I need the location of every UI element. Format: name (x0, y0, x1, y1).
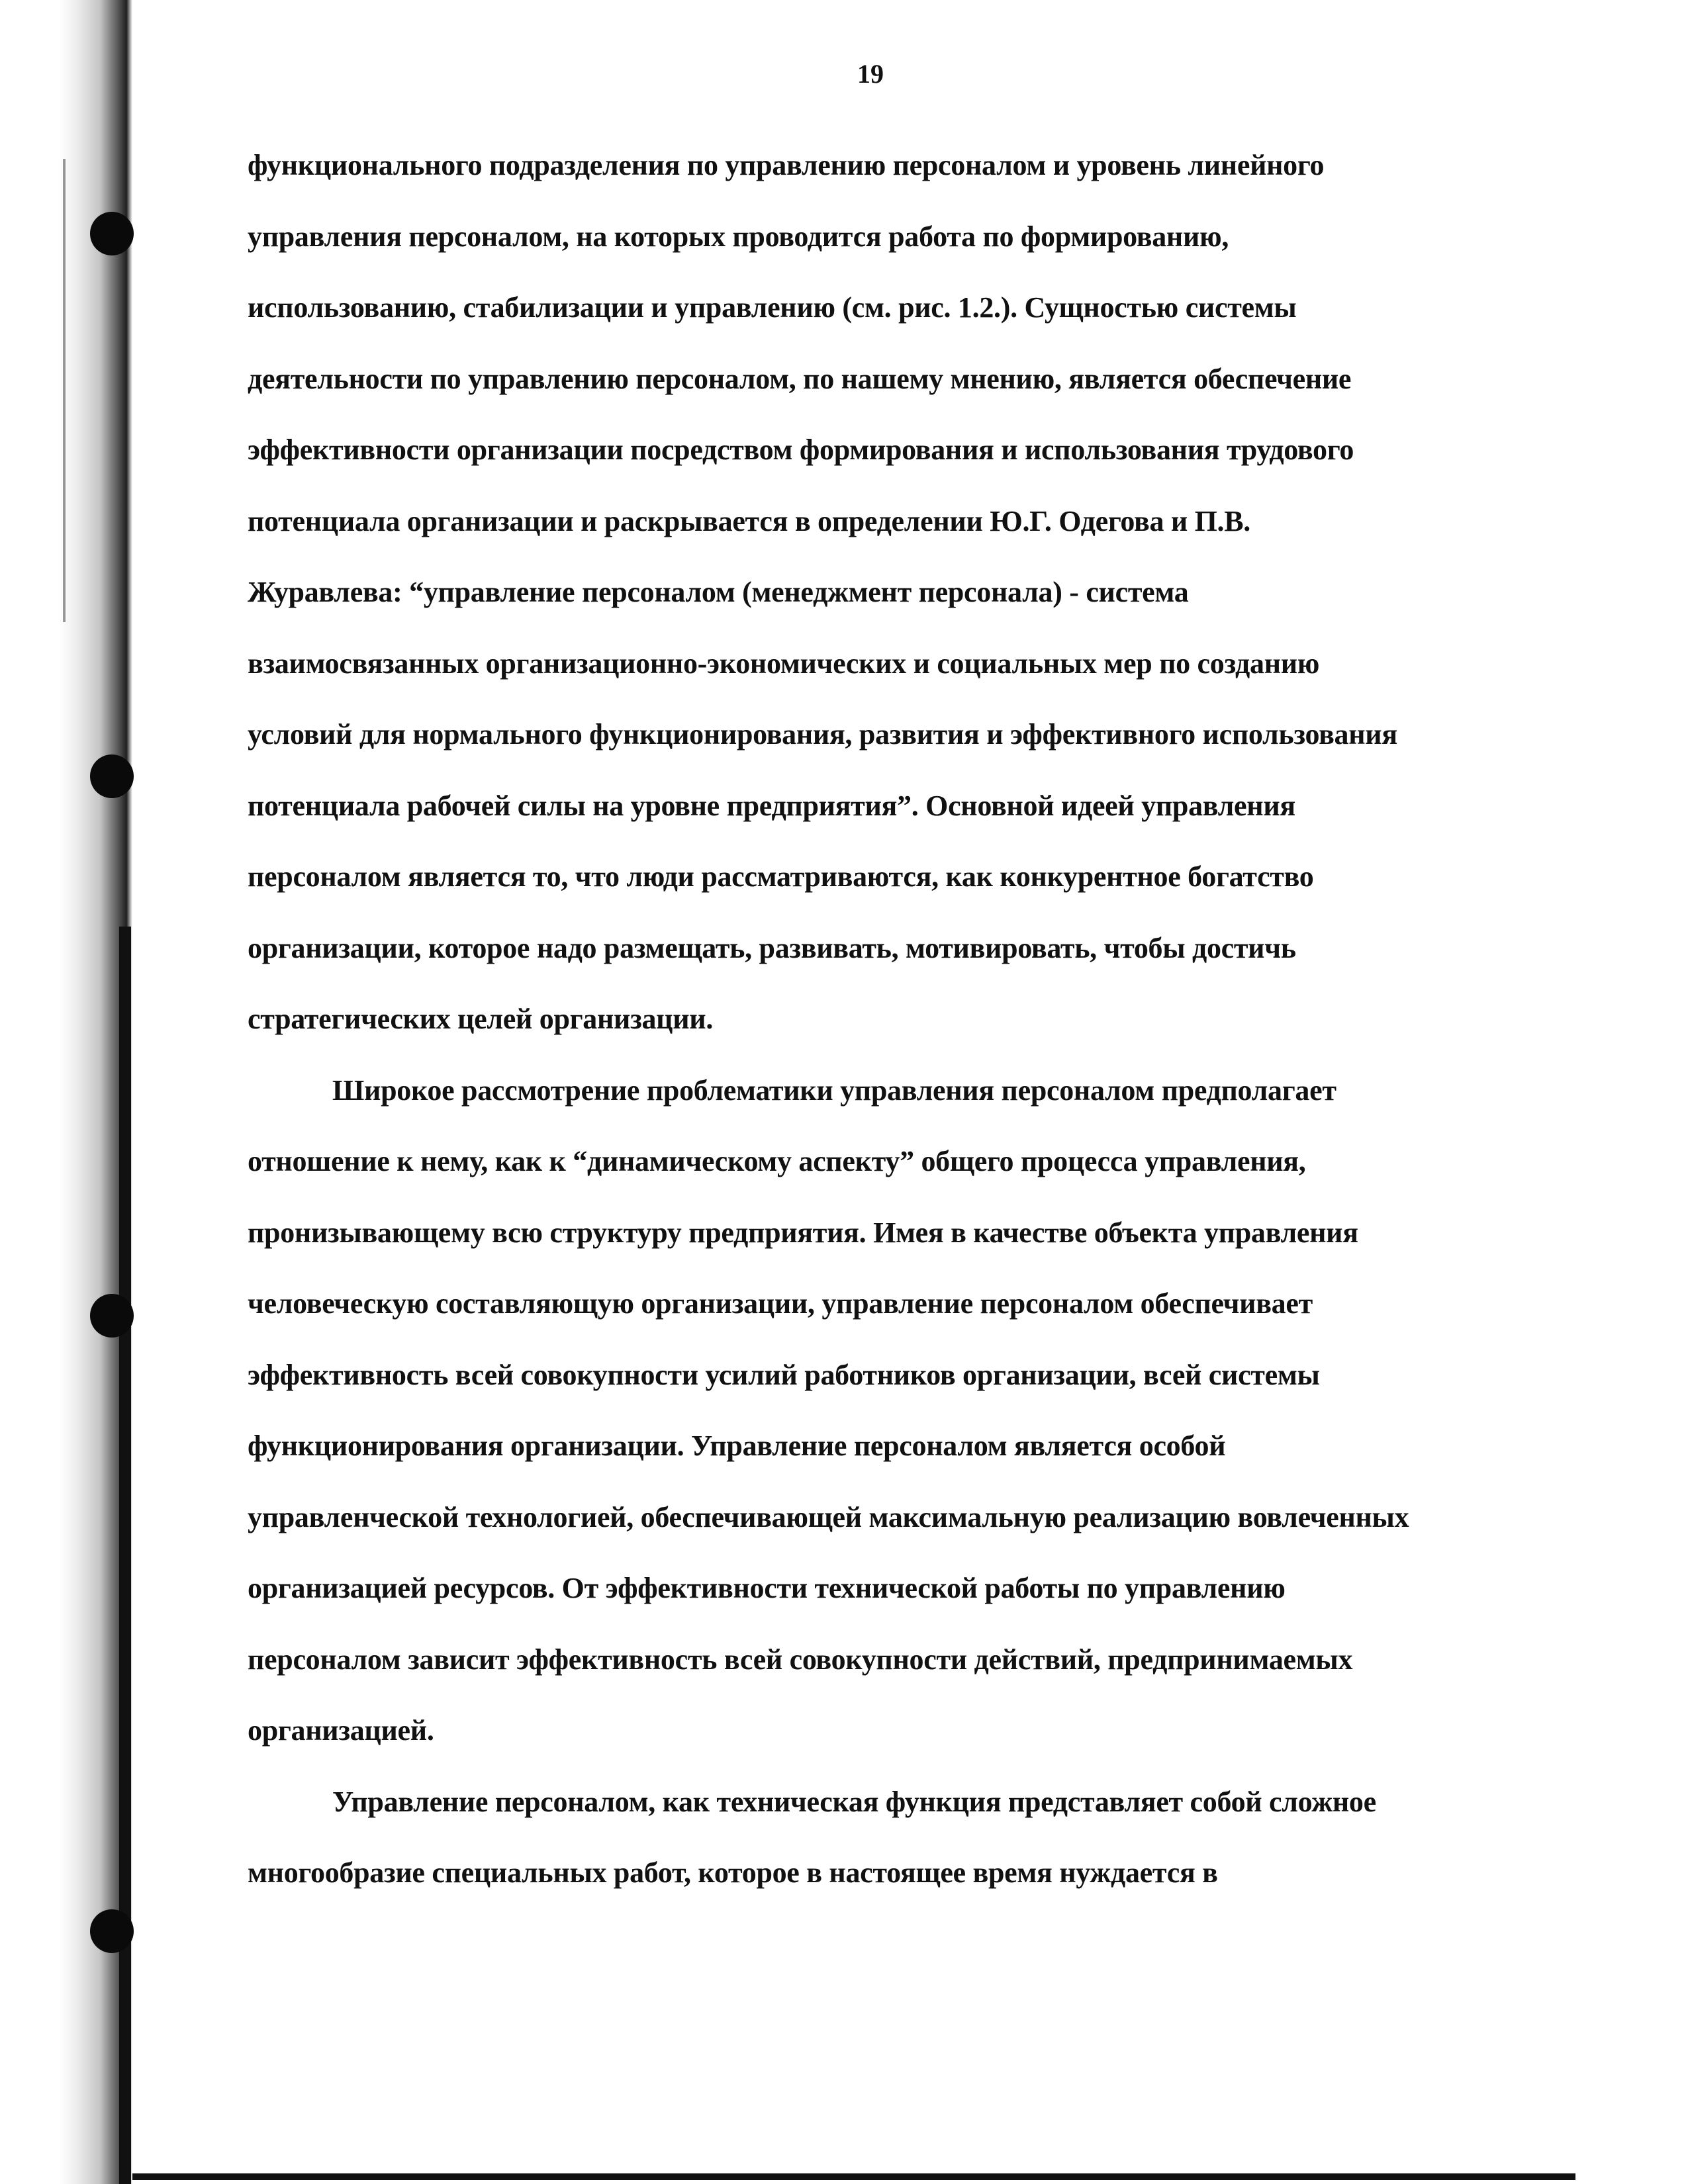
paragraph-first-line: Управление персоналом, как техническая функция представляет собой сложное (332, 1785, 1376, 1818)
text-line: управления персоналом, на которых проводится работа по формированию, (248, 220, 1229, 253)
text-line: отношение к нему, как к “динамическому аспекту” общего процесса управления, (248, 1145, 1306, 1177)
text-line: использованию, стабилизации и управлению (см. рис. 1.2.). Сущностью системы (248, 291, 1297, 324)
text-line: управленческой технологией, обеспечивающей максимальную реализацию вовлеченных (248, 1500, 1409, 1533)
text-line: функционального подразделения по управлению персоналом и уровень линейного (248, 149, 1325, 181)
text-line: персоналом является то, что люди рассматриваются, как конкурентное богатство (248, 860, 1314, 893)
text-line: деятельности по управлению персоналом, по нашему мнению, является обеспечение (248, 362, 1352, 395)
scan-binding-dark-edge (119, 927, 131, 2184)
text-line: условий для нормального функционирования, развития и эффективного использования (248, 718, 1397, 751)
text-line: организацией ресурсов. От эффективности технической работы по управлению (248, 1572, 1286, 1604)
text-line: стратегических целей организации. (248, 1003, 714, 1035)
text-line: многообразие специальных работ, которое в настоящее время нуждается в (248, 1856, 1218, 1889)
text-line: пронизывающему всю структуру предприятия. Имея в качестве объекта управления (248, 1216, 1358, 1249)
bottom-scan-edge (132, 2173, 1575, 2180)
text-line: потенциала рабочей силы на уровне предприятия”. Основной идеей управления (248, 789, 1295, 822)
page-number: 19 (857, 59, 884, 89)
text-line: организацией. (248, 1714, 434, 1747)
punch-hole (90, 1294, 134, 1338)
text-line: человеческую составляющую организации, управление персоналом обеспечивает (248, 1287, 1313, 1320)
punch-hole (90, 212, 134, 255)
text-line: потенциала организации и раскрывается в определении Ю.Г. Одегова и П.В. (248, 504, 1251, 537)
text-line: эффективности организации посредством формирования и использования трудового (248, 433, 1354, 466)
text-line: персоналом зависит эффективность всей совокупности действий, предпринимаемых (248, 1643, 1353, 1676)
scan-binding-edge (63, 159, 66, 622)
text-line: Журавлева: “управление персоналом (менеджмент персонала) - система (248, 576, 1189, 608)
punch-hole (90, 754, 134, 798)
paragraph-first-line: Широкое рассмотрение проблематики управления персоналом предполагает (332, 1073, 1336, 1107)
text-line: эффективность всей совокупности усилий работников организации, всей системы (248, 1358, 1320, 1391)
text-line: взаимосвязанных организационно-экономических и социальных мер по созданию (248, 647, 1320, 680)
text-line: функционирования организации. Управление персоналом является особой (248, 1430, 1226, 1462)
punch-hole (90, 1909, 134, 1953)
text-line: организации, которое надо размещать, развивать, мотивировать, чтобы достичь (248, 931, 1296, 964)
body-text (248, 130, 1565, 1909)
